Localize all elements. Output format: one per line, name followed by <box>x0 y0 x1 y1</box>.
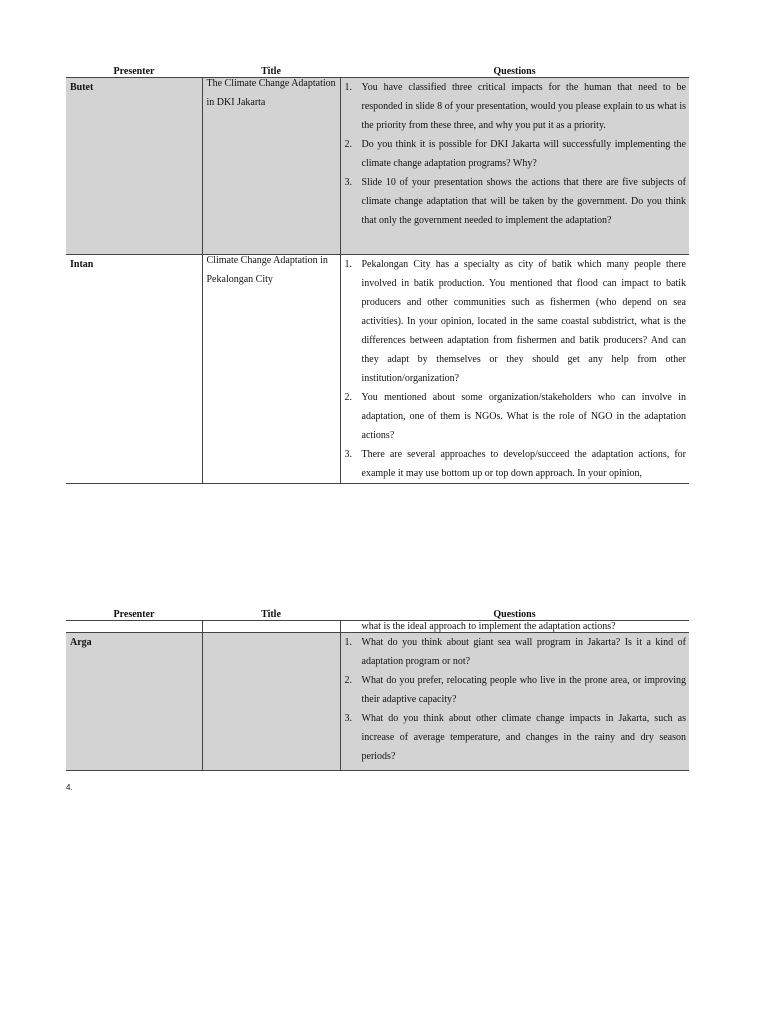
header-title: Title <box>202 66 340 78</box>
question-item: 2. What do you prefer, relocating people who live in the prone area, or improving their adaptive capacity? <box>344 675 686 705</box>
question-item: 3. There are several approaches to develop/succeed the adaptation actions, for example it may use bottom up or top down approach. In your opinion, <box>344 449 686 479</box>
table-row-butet <box>66 78 689 255</box>
question-list <box>345 255 687 483</box>
header-questions: Questions <box>340 66 689 78</box>
question-item: 1. You have classified three critical impacts for the human that need to be responded in slide 8 of your presentation, would you please explain to us what is the priority from these three, and why you put it as a priority. <box>344 82 686 131</box>
question-item: 1. Pekalongan City has a specialty as city of batik which many people there involved in batik production. You mentioned that flood can impact to batik producers and other communities such as fishermen (who depend on sea activities). In your opinion, located in the same coastal subdistrict, what is the differences between adaptation from fishermen and batik producers? And can they adapt by themselves or they should get any help from other institution/organization? <box>344 259 686 384</box>
presentation-title <box>202 633 340 771</box>
presenter-name: Intan <box>66 255 202 484</box>
question-list <box>345 633 687 766</box>
question-item: 3. Slide 10 of your presentation shows the actions that there are five subjects of climate change adaptation that will be taken by the government. Do you think that only the government needed to implement the adaptation? <box>344 177 686 226</box>
header-questions: Questions <box>340 609 689 621</box>
presenter-name: Arga <box>66 633 202 771</box>
continued-question-text: what is the ideal approach to implement the adaptation actions? <box>361 621 616 632</box>
question-item: 3. What do you think about other climate change impacts in Jakarta, such as increase of average temperature, and changes in the rainy and dry season periods? <box>344 713 686 762</box>
presenter-name: Butet <box>66 78 202 255</box>
header-title: Title <box>202 609 340 621</box>
header-presenter: Presenter <box>66 66 202 78</box>
table-header-row <box>66 609 689 621</box>
table-row-intan <box>66 255 689 484</box>
question-item: 1. What do you think about giant sea wall program in Jakarta? Is it a kind of adaptation program or not? <box>344 637 686 667</box>
question-list <box>345 78 687 230</box>
list-item-number: 4. <box>66 783 73 792</box>
question-item: 2. You mentioned about some organization/stakeholders who can involve in adaptation, one of them is NGOs. What is the role of NGO in the adaptation actions? <box>344 392 686 441</box>
continuation-row <box>66 621 689 633</box>
presentation-title: The Climate Change Adaptation in DKI Jakarta <box>206 78 336 108</box>
question-item: 2. Do you think it is possible for DKI Jakarta will successfully implementing the climate change adaptation programs? Why? <box>344 139 686 169</box>
questions-table-page-1 <box>66 66 689 484</box>
table-header-row <box>66 66 689 78</box>
presentation-title: Climate Change Adaptation in Pekalongan City <box>206 255 328 285</box>
header-presenter: Presenter <box>66 609 202 621</box>
questions-table-page-2 <box>66 609 689 771</box>
table-row-arga <box>66 633 689 771</box>
